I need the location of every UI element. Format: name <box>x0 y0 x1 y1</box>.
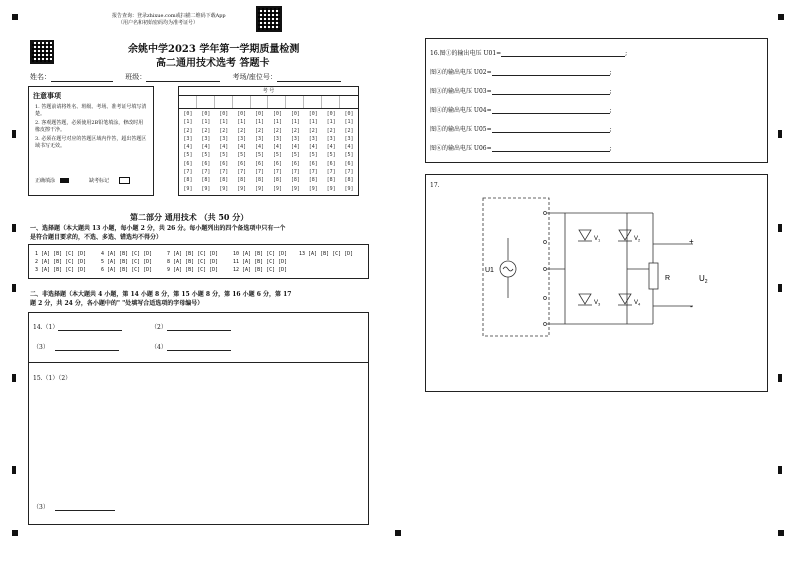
q16-row-end: ; <box>609 88 612 95</box>
exam-number-label: 考 号 <box>179 87 358 96</box>
q17-label: 17. <box>430 182 440 189</box>
nonmc-heading: 二、非选择题（本大题共 4 小题，第 14 小题 8 分，第 15 小题 8 分，第 16 小题 6 分，第 17 <box>30 291 292 298</box>
q16-row-label: 图②的输出电压 U02= <box>430 69 492 76</box>
svg-text:V2: $V_2$ <box>634 236 641 243</box>
mc-question-number: 2 <box>35 259 39 265</box>
digit-bubble[interactable]: [4] <box>272 144 282 151</box>
digit-bubble[interactable]: [4] <box>183 144 193 151</box>
mc-heading: 一、选择题（本大题共 13 小题，每小题 2 分，共 26 分。每小题列出的四个备选项中只有一个 <box>30 225 286 232</box>
report-line-1: 报告查询：登录zhixue.com或扫描二维码下载App <box>112 13 226 19</box>
q14-blank-4[interactable] <box>167 350 231 351</box>
digit-bubble[interactable]: [4] <box>308 144 318 151</box>
edge-mark <box>778 466 782 474</box>
q16-row-end: ; <box>609 69 612 76</box>
digit-bubble[interactable]: [0] <box>219 111 229 117</box>
mc-question-number: 5 <box>101 259 105 265</box>
mc-question-number: 11 <box>233 259 240 265</box>
q16-row-label: 16.图①的输出电压 U01= <box>430 50 502 57</box>
q14-blank-4-label: （4） <box>151 344 167 351</box>
digit-bubble[interactable]: [3] <box>290 135 300 142</box>
digit-bubble[interactable]: [3] <box>183 135 193 142</box>
digit-bubble[interactable]: [6] <box>326 160 336 167</box>
q16-answer-blank[interactable] <box>492 113 610 114</box>
q14-blank-1-label: （1） <box>42 324 59 331</box>
notice-box <box>28 86 154 196</box>
digit-bubble[interactable]: [4] <box>255 144 265 151</box>
mc-question-8[interactable] <box>167 259 218 265</box>
minus-sign: - <box>690 302 693 311</box>
diode-v2-icon <box>619 230 631 240</box>
q15-blank-3[interactable] <box>55 510 115 511</box>
source-label: U1 <box>485 267 494 274</box>
mc-question-number: 6 <box>101 267 105 273</box>
q16-row <box>430 105 612 114</box>
digit-bubble[interactable]: [4] <box>290 144 300 151</box>
digit-bubble[interactable]: [3] <box>326 135 336 142</box>
digit-bubble[interactable]: [8] <box>183 177 193 184</box>
edge-mark <box>778 374 782 382</box>
digit-bubble[interactable]: [0] <box>255 111 265 117</box>
digit-bubble[interactable]: [5] <box>201 152 211 159</box>
q15-label: 15.（1）（2） <box>33 375 72 382</box>
digit-bubble[interactable]: [9] <box>272 185 282 192</box>
q15-drawing-area[interactable] <box>33 383 363 493</box>
mc-options[interactable]: [A] [B] [C] [D] <box>242 251 288 257</box>
q-divider <box>29 362 368 363</box>
digit-bubble[interactable]: [6] <box>344 160 354 167</box>
edge-mark <box>12 224 16 232</box>
q16-row <box>430 86 612 95</box>
digit-bubble[interactable]: [1] <box>183 119 193 126</box>
output-label: $U_2$ <box>699 274 708 285</box>
digit-bubble[interactable]: [8] <box>255 177 265 184</box>
digit-bubble[interactable]: [6] <box>237 160 247 167</box>
digit-bubble[interactable]: [0] <box>308 111 318 117</box>
mc-options[interactable]: [A] [B] [C] [D] <box>41 251 87 257</box>
report-line-2: （用户名和初始密码均为准考证号） <box>118 20 199 26</box>
digit-bubble[interactable]: [6] <box>272 160 282 167</box>
mc-question-number: 13 <box>299 251 306 257</box>
digit-bubble[interactable]: [7] <box>272 169 282 176</box>
digit-bubble[interactable]: [0] <box>183 111 193 117</box>
digit-bubble[interactable]: [3] <box>255 135 265 142</box>
q16-row-end: ; <box>609 126 612 133</box>
mc-options[interactable]: [A] [B] [C] [D] <box>107 251 153 257</box>
edge-mark <box>778 224 782 232</box>
edge-mark <box>12 284 16 292</box>
exam-subtitle: 高二通用技术选考 答题卡 <box>156 58 270 69</box>
digit-bubble[interactable]: [9] <box>183 185 193 192</box>
mc-question-number: 8 <box>167 259 171 265</box>
report-qr-code[interactable] <box>256 6 282 32</box>
section2-title: 第二部分 通用技术 （共 50 分） <box>130 212 249 222</box>
notice-item: 1. 答题前请将姓名、班级、考场、准考证号填写清楚。 <box>35 104 147 117</box>
digit-bubble[interactable]: [5] <box>344 152 354 159</box>
digit-bubble[interactable]: [9] <box>344 185 354 192</box>
missing-mark-box[interactable] <box>119 177 130 184</box>
q14-blank-2-label: （2） <box>151 324 167 331</box>
digit-bubble[interactable]: [2] <box>255 127 265 134</box>
svg-text:V1: $V_1$ <box>594 236 601 243</box>
corner-mark-tr <box>778 14 784 20</box>
class-label: 班级： <box>125 73 147 81</box>
mc-options[interactable]: [A] [B] [C] [D] <box>173 267 219 273</box>
mc-question-number: 7 <box>167 251 171 257</box>
correct-fill-example <box>35 177 69 184</box>
digit-bubble[interactable]: [0] <box>237 111 247 117</box>
digit-bubble[interactable]: [8] <box>201 177 211 184</box>
notice-title: 注意事项 <box>33 91 61 100</box>
diode-v3-icon <box>579 294 591 304</box>
mc-question-10[interactable] <box>233 251 287 257</box>
digit-bubble[interactable]: [6] <box>183 160 193 167</box>
q16-row <box>430 48 627 57</box>
digit-bubble[interactable]: [8] <box>290 177 300 184</box>
q16-row-end: ; <box>609 107 612 114</box>
q16-row <box>430 143 612 152</box>
digit-bubble[interactable]: [5] <box>183 152 193 159</box>
q14-answers <box>33 322 363 362</box>
mc-question-number: 12 <box>233 267 240 273</box>
mc-question-3[interactable] <box>35 267 86 273</box>
mc-question-9[interactable] <box>167 267 218 273</box>
digit-bubble[interactable]: [9] <box>308 185 318 192</box>
notice-item: 3. 必须在题号对应的答题区域内作答，超出答题区域书写无效。 <box>35 136 147 149</box>
digit-bubble[interactable]: [2] <box>326 127 336 134</box>
digit-bubble[interactable]: [6] <box>201 160 211 167</box>
edge-mark <box>778 130 782 138</box>
mc-question-6[interactable] <box>101 267 152 273</box>
exam-number-box <box>178 86 359 196</box>
digit-bubble[interactable]: [1] <box>326 119 336 126</box>
mc-question-12[interactable] <box>233 267 287 273</box>
q14-label: 14. <box>33 324 43 331</box>
mc-options[interactable]: [A] [B] [C] [D] <box>107 267 153 273</box>
mc-options[interactable]: [A] [B] [C] [D] <box>242 267 288 273</box>
digit-bubble[interactable]: [7] <box>219 169 229 176</box>
q16-answer-blank[interactable] <box>492 151 610 152</box>
filled-mark-icon <box>60 178 69 183</box>
digit-bubble[interactable]: [7] <box>201 169 211 176</box>
nonmc-heading-2: 题 2 分，共 24 分，各小题中的" "处填写合适选项的字母编号） <box>30 300 204 307</box>
mc-question-number: 3 <box>35 267 39 273</box>
digit-bubble[interactable]: [8] <box>326 177 336 184</box>
mc-question-13[interactable] <box>299 251 353 257</box>
seat-label: 考场/座位号： <box>232 73 277 81</box>
edge-mark <box>778 284 782 292</box>
exam-number-write-row[interactable] <box>179 96 358 109</box>
digit-bubble[interactable]: [5] <box>219 152 229 159</box>
digit-bubble[interactable]: [7] <box>237 169 247 176</box>
mc-question-7[interactable] <box>167 251 218 257</box>
mc-answer-box <box>28 244 369 279</box>
q14-blank-3-label: （3） <box>33 344 49 351</box>
digit-bubble[interactable]: [6] <box>255 160 265 167</box>
digit-bubble[interactable]: [4] <box>326 144 336 151</box>
digit-bubble[interactable]: [3] <box>201 135 211 142</box>
digit-bubble[interactable]: [3] <box>344 135 354 142</box>
mc-options[interactable]: [A] [B] [C] [D] <box>242 259 288 265</box>
plus-sign: + <box>689 237 694 246</box>
digit-bubble[interactable]: [4] <box>201 144 211 151</box>
digit-bubble[interactable]: [7] <box>326 169 336 176</box>
mc-options[interactable]: [A] [B] [C] [D] <box>173 251 219 257</box>
digit-bubble[interactable]: [5] <box>272 152 282 159</box>
digit-bubble[interactable]: [7] <box>308 169 318 176</box>
digit-bubble[interactable]: [1] <box>219 119 229 126</box>
digit-bubble[interactable]: [6] <box>308 160 318 167</box>
q15-part3 <box>33 502 115 511</box>
mc-question-1[interactable] <box>35 251 86 257</box>
digit-bubble[interactable]: [2] <box>183 127 193 134</box>
name-label: 姓名： <box>30 73 51 81</box>
edge-mark <box>12 466 16 474</box>
digit-bubble[interactable]: [9] <box>237 185 247 192</box>
resistor-label: R <box>665 275 671 282</box>
digit-bubble[interactable]: [2] <box>219 127 229 134</box>
svg-text:V4: $V_4$ <box>634 300 641 307</box>
digit-bubble[interactable]: [5] <box>290 152 300 159</box>
digit-bubble[interactable]: [1] <box>237 119 247 126</box>
digit-bubble[interactable]: [4] <box>219 144 229 151</box>
q16-row-label: 图④的输出电压 U04= <box>430 107 492 114</box>
sheet-qr-code <box>30 40 54 64</box>
digit-bubble[interactable]: [8] <box>272 177 282 184</box>
digit-bubble[interactable]: [2] <box>237 127 247 134</box>
report-info <box>112 12 226 26</box>
digit-bubble[interactable]: [0] <box>344 111 354 117</box>
digit-bubble[interactable]: [8] <box>219 177 229 184</box>
seat-input[interactable] <box>277 81 341 82</box>
digit-bubble[interactable]: [3] <box>237 135 247 142</box>
q16-row-end: ; <box>625 50 628 57</box>
q14-blank-3[interactable] <box>55 350 119 351</box>
name-input[interactable] <box>51 81 113 82</box>
digit-bubble[interactable]: [5] <box>237 152 247 159</box>
q14-blank-2[interactable] <box>167 330 231 331</box>
corner-mark-bm <box>395 530 401 536</box>
digit-bubble[interactable]: [7] <box>344 169 354 176</box>
digit-bubble[interactable]: [1] <box>308 119 318 126</box>
bridge-rectifier-circuit <box>425 174 768 392</box>
mc-options[interactable]: [A] [B] [C] [D] <box>41 259 87 265</box>
q16-row-label: 图③的输出电压 U03= <box>430 88 492 95</box>
q16-row-label: 图⑥的输出电压 U06= <box>430 145 492 152</box>
exam-title: 余姚中学2023 学年第一学期质量检测 <box>128 44 300 55</box>
digit-bubble[interactable]: [7] <box>183 169 193 176</box>
digit-bubble[interactable]: [1] <box>344 119 354 126</box>
digit-bubble[interactable]: [7] <box>290 169 300 176</box>
mc-question-number: 1 <box>35 251 39 257</box>
diode-v4-icon <box>619 294 631 304</box>
digit-bubble[interactable]: [1] <box>255 119 265 126</box>
digit-bubble[interactable]: [0] <box>290 111 300 117</box>
q14-blank-1[interactable] <box>58 330 122 331</box>
digit-bubble[interactable]: [8] <box>308 177 318 184</box>
q16-answer-blank[interactable] <box>501 56 625 57</box>
digit-bubble[interactable]: [3] <box>219 135 229 142</box>
digit-bubble[interactable]: [9] <box>290 185 300 192</box>
digit-bubble[interactable]: [7] <box>255 169 265 176</box>
digit-bubble[interactable]: [1] <box>201 119 211 126</box>
digit-bubble[interactable]: [4] <box>237 144 247 151</box>
digit-bubble[interactable]: [0] <box>272 111 282 117</box>
mc-question-4[interactable] <box>101 251 152 257</box>
missing-mark-example <box>89 177 130 184</box>
edge-mark <box>12 130 16 138</box>
exam-number-bubbles[interactable] <box>179 110 358 193</box>
mc-options[interactable]: [A] [B] [C] [D] <box>173 259 219 265</box>
mc-options[interactable]: [A] [B] [C] [D] <box>107 259 153 265</box>
digit-bubble[interactable]: [6] <box>219 160 229 167</box>
q16-row-label: 图⑤的输出电压 U05= <box>430 126 492 133</box>
q16-row <box>430 67 612 76</box>
digit-bubble[interactable]: [9] <box>219 185 229 192</box>
q16-row-end: ; <box>609 145 612 152</box>
digit-bubble[interactable]: [3] <box>308 135 318 142</box>
digit-bubble[interactable]: [2] <box>272 127 282 134</box>
q16-row <box>430 124 612 133</box>
mc-question-2[interactable] <box>35 259 86 265</box>
digit-bubble[interactable]: [8] <box>344 177 354 184</box>
digit-bubble[interactable]: [9] <box>255 185 265 192</box>
digit-bubble[interactable]: [1] <box>290 119 300 126</box>
digit-bubble[interactable]: [5] <box>326 152 336 159</box>
correct-fill-label: 正确填涂 <box>35 178 56 184</box>
mc-question-number: 10 <box>233 251 240 257</box>
corner-mark-br <box>778 530 784 536</box>
digit-bubble[interactable]: [2] <box>308 127 318 134</box>
missing-mark-label: 缺考标记 <box>89 178 110 184</box>
digit-bubble[interactable]: [9] <box>201 185 211 192</box>
digit-bubble[interactable]: [5] <box>308 152 318 159</box>
mc-question-number: 9 <box>167 267 171 273</box>
diode-v1-icon <box>579 230 591 240</box>
q16-answer-blank[interactable] <box>492 94 610 95</box>
edge-mark <box>12 374 16 382</box>
resistor-icon <box>649 263 658 289</box>
answer-box-14-15 <box>28 312 369 525</box>
q16-answer-blank[interactable] <box>492 75 610 76</box>
digit-bubble[interactable]: [3] <box>272 135 282 142</box>
digit-bubble[interactable]: [2] <box>344 127 354 134</box>
digit-bubble[interactable]: [0] <box>201 111 211 117</box>
svg-text:V3: $V_3$ <box>594 300 601 307</box>
digit-bubble[interactable]: [8] <box>237 177 247 184</box>
q16-answer-blank[interactable] <box>492 132 610 133</box>
mc-heading-2: 是符合题目要求的，不选、多选、错选均不得分） <box>30 234 163 241</box>
digit-bubble[interactable]: [5] <box>255 152 265 159</box>
digit-bubble[interactable]: [4] <box>344 144 354 151</box>
q15-blank-3-label: （3） <box>33 504 49 511</box>
mc-question-5[interactable] <box>101 259 152 265</box>
digit-bubble[interactable]: [2] <box>290 127 300 134</box>
notice-item: 2. 客观题答题，必须使用2B铅笔填涂，修改时用橡皮擦干净。 <box>35 120 144 133</box>
digit-bubble[interactable]: [0] <box>326 111 336 117</box>
mc-question-number: 4 <box>101 251 105 257</box>
mc-options[interactable]: [A] [B] [C] [D] <box>308 251 354 257</box>
digit-bubble[interactable]: [2] <box>201 127 211 134</box>
digit-bubble[interactable]: [1] <box>272 119 282 126</box>
corner-mark-tl <box>12 14 18 20</box>
mc-question-11[interactable] <box>233 259 287 265</box>
mc-options[interactable]: [A] [B] [C] [D] <box>41 267 87 273</box>
student-fields <box>30 72 341 82</box>
class-input[interactable] <box>146 81 220 82</box>
corner-mark-bl <box>12 530 18 536</box>
digit-bubble[interactable]: [9] <box>326 185 336 192</box>
digit-bubble[interactable]: [6] <box>290 160 300 167</box>
